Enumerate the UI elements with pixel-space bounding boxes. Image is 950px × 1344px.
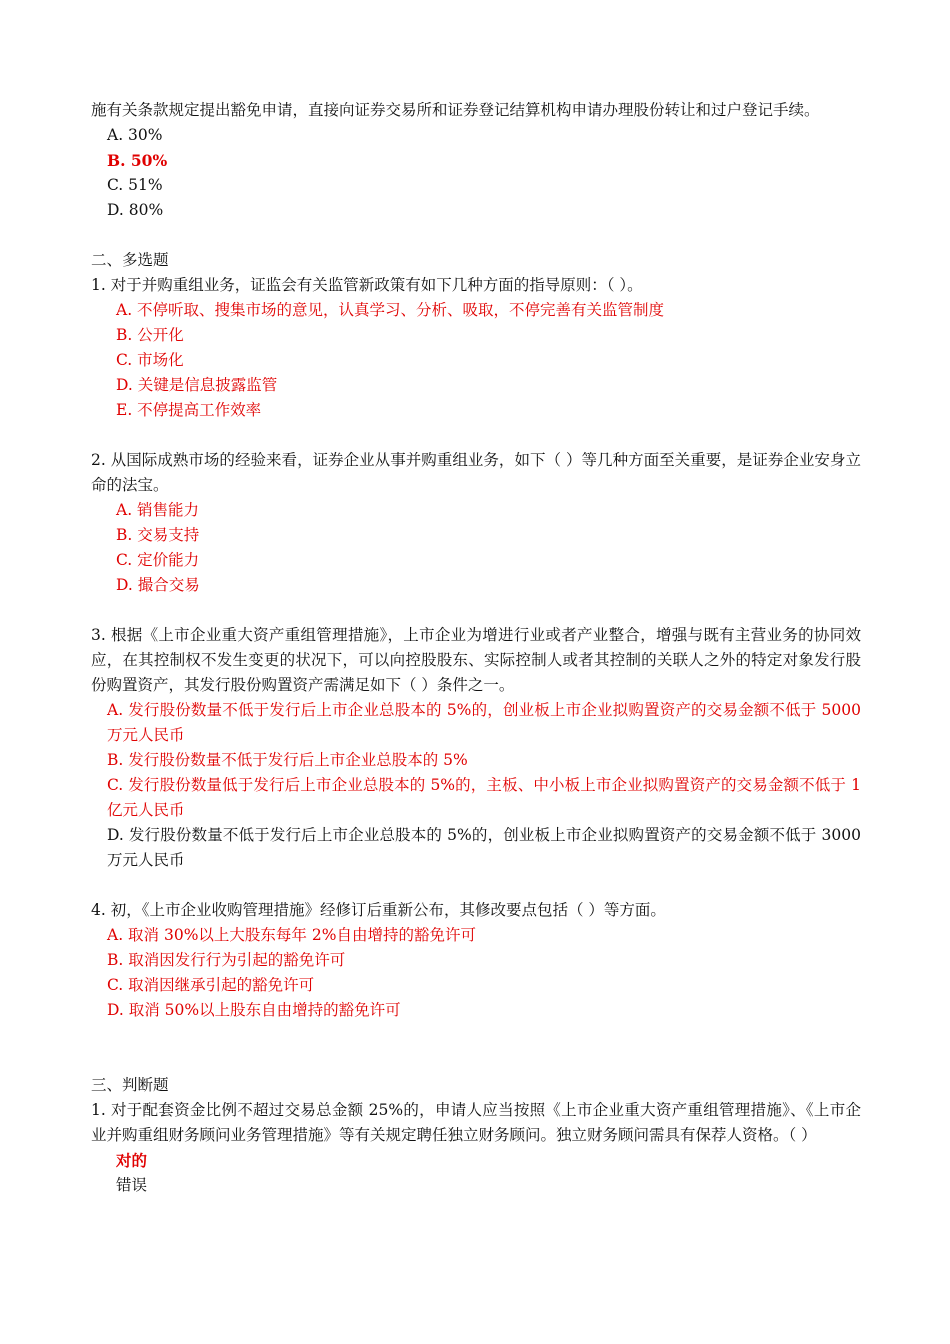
section-heading-true-false: 三、判断题 xyxy=(91,1076,169,1094)
mc-q3-option-b: B. 发行股份数量不低于发行后上市企业总股本的 5% xyxy=(107,751,468,769)
mc-q1-option-c: C. 市场化 xyxy=(116,351,184,369)
mc-q1-option-e: E. 不停提高工作效率 xyxy=(116,401,262,419)
option-d: D. 80% xyxy=(107,201,164,219)
spacer xyxy=(91,1023,861,1048)
mc-q2-option-b: B. 交易支持 xyxy=(116,526,200,544)
mc-question-3-stem: 3. 根据《上市企业重大资产重组管理措施》，上市企业为增进行业或者产业整合，增强与既有主营业务的协同效应，在其控制权不发生变更的状况下，可以向控股股东、实际控制人或者其控制的关联人之外的特定对象发行股份购置资产，其发行股份购置资产需满足如下（ ）条件之一。 xyxy=(91,626,861,694)
mc-q4-option-c: C. 取消因继承引起的豁免许可 xyxy=(107,976,315,994)
mc-q1-option-d: D. 关键是信息披露监管 xyxy=(116,376,278,394)
spacer xyxy=(91,1048,861,1073)
mc-q1-option-b: B. 公开化 xyxy=(116,326,184,344)
spacer xyxy=(91,423,861,448)
spacer xyxy=(91,598,861,623)
tf-question-1-stem: 1. 对于配套资金比例不超过交易总金额 25%的，申请人应当按照《上市企业重大资产重组管理措施》、《上市企业并购重组财务顾问业务管理措施》等有关规定聘任独立财务顾问。独立财务顾问需具有保荐人资格。（ ） xyxy=(91,1101,861,1144)
spacer xyxy=(91,223,861,248)
mc-question-2-stem: 2. 从国际成熟市场的经验来看，证券企业从事并购重组业务，如下（ ）等几种方面至关重要，是证券企业安身立命的法宝。 xyxy=(91,451,861,494)
mc-q3-option-a xyxy=(91,698,861,748)
tf-q1-option-false: 错误 xyxy=(116,1176,148,1194)
document-page xyxy=(91,98,861,1198)
mc-q1-option-a: A. 不停听取、搜集市场的意见，认真学习、分析、吸取，不停完善有关监管制度 xyxy=(116,301,665,319)
mc-question-1-stem: 1. 对于并购重组业务，证监会有关监管新政策有如下几种方面的指导原则：（ ）。 xyxy=(91,276,643,294)
mc-q4-option-d: D. 取消 50%以上股东自由增持的豁免许可 xyxy=(107,1001,401,1019)
mc-q2-option-c: C. 定价能力 xyxy=(116,551,200,569)
mc-q3-option-a-text: A. 发行股份数量不低于发行后上市企业总股本的 5%的，创业板上市企业拟购置资产的交易金额不低于 5000 万元人民币 xyxy=(107,701,861,744)
tf-q1-option-true-correct: 对的 xyxy=(116,1151,148,1170)
mc-q4-option-a: A. 取消 30%以上大股东每年 2%自由增持的豁免许可 xyxy=(107,926,476,944)
option-a: A. 30% xyxy=(107,126,163,144)
mc-q2-option-d: D. 撮合交易 xyxy=(116,576,200,594)
section-heading-multiple-choice: 二、多选题 xyxy=(91,251,169,269)
spacer xyxy=(91,873,861,898)
question-stem-tail: 施有关条款规定提出豁免申请，直接向证券交易所和证券登记结算机构申请办理股份转让和过户登记手续。 xyxy=(91,101,820,119)
mc-q2-option-a: A. 销售能力 xyxy=(116,501,200,519)
mc-q3-option-c: C. 发行股份数量低于发行后上市企业总股本的 5%的，主板、中小板上市企业拟购置资产的交易金额不低于 1 亿元人民币 xyxy=(107,776,861,819)
option-c: C. 51% xyxy=(107,176,163,194)
mc-question-4-stem: 4. 初，《上市企业收购管理措施》经修订后重新公布，其修改要点包括（ ）等方面。 xyxy=(91,901,666,919)
option-b-correct: B. 50% xyxy=(107,151,168,170)
mc-q3-option-d: D. 发行股份数量不低于发行后上市企业总股本的 5%的，创业板上市企业拟购置资产的交易金额不低于 3000 万元人民币 xyxy=(107,826,861,869)
mc-q4-option-b: B. 取消因发行行为引起的豁免许可 xyxy=(107,951,346,969)
